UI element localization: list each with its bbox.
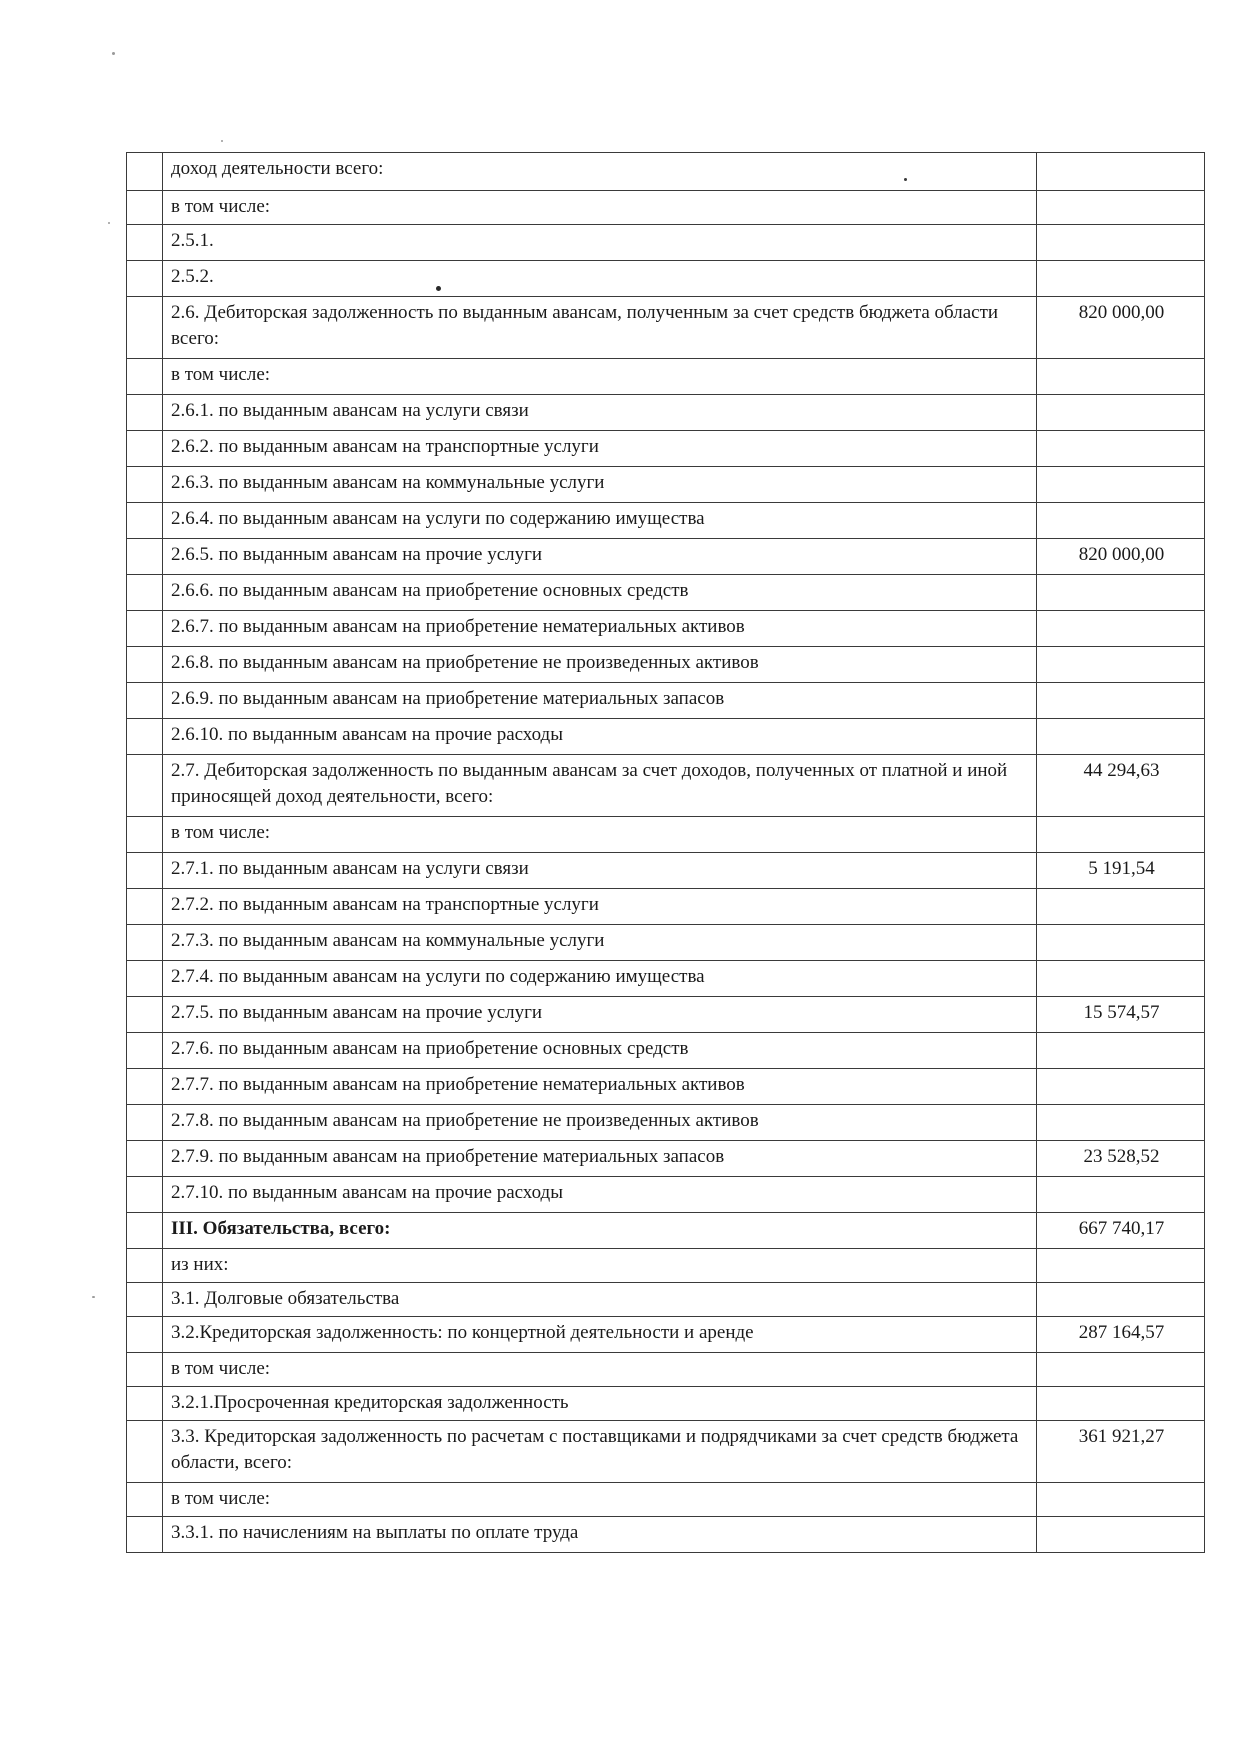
row-value-cell: 361 921,27	[1037, 1421, 1205, 1483]
row-number-cell	[127, 925, 163, 961]
row-number-cell	[127, 683, 163, 719]
table-row	[127, 503, 1205, 539]
row-value-cell	[1037, 683, 1205, 719]
row-number-cell	[127, 1483, 163, 1517]
table-row	[127, 1317, 1205, 1353]
table-row	[127, 1177, 1205, 1213]
row-value-cell	[1037, 925, 1205, 961]
row-number-cell	[127, 261, 163, 297]
row-value-cell	[1037, 395, 1205, 431]
row-label-cell: 3.3.1. по начислениям на выплаты по оплате труда	[163, 1517, 1037, 1553]
table-row	[127, 539, 1205, 575]
row-label-cell: 2.6. Дебиторская задолженность по выданным авансам, полученным за счет средств бюджета области всего:	[163, 297, 1037, 359]
row-number-cell	[127, 1283, 163, 1317]
row-number-cell	[127, 395, 163, 431]
row-number-cell	[127, 1105, 163, 1141]
table-row	[127, 1141, 1205, 1177]
row-number-cell	[127, 225, 163, 261]
table-row	[127, 1105, 1205, 1141]
row-label-cell: 3.2.Кредиторская задолженность: по концертной деятельности и аренде	[163, 1317, 1037, 1353]
row-label-cell: 2.7.7. по выданным авансам на приобретение нематериальных активов	[163, 1069, 1037, 1105]
row-label-cell: 2.6.1. по выданным авансам на услуги связи	[163, 395, 1037, 431]
row-value-cell	[1037, 153, 1205, 191]
table-row	[127, 817, 1205, 853]
table-row	[127, 647, 1205, 683]
table-row	[127, 1353, 1205, 1387]
table-row	[127, 889, 1205, 925]
row-label-cell: 2.7.4. по выданным авансам на услуги по содержанию имущества	[163, 961, 1037, 997]
row-value-cell	[1037, 225, 1205, 261]
row-value-cell: 5 191,54	[1037, 853, 1205, 889]
row-number-cell	[127, 719, 163, 755]
row-label-cell: 2.7.2. по выданным авансам на транспортные услуги	[163, 889, 1037, 925]
row-label-cell: 2.6.9. по выданным авансам на приобретение материальных запасов	[163, 683, 1037, 719]
table-row	[127, 225, 1205, 261]
row-value-cell	[1037, 647, 1205, 683]
row-label-cell: 2.7.3. по выданным авансам на коммунальные услуги	[163, 925, 1037, 961]
table-row	[127, 1387, 1205, 1421]
table-row	[127, 1069, 1205, 1105]
row-label-cell: 2.6.7. по выданным авансам на приобретение нематериальных активов	[163, 611, 1037, 647]
table-row	[127, 191, 1205, 225]
row-number-cell	[127, 1353, 163, 1387]
row-value-cell: 820 000,00	[1037, 539, 1205, 575]
row-value-cell	[1037, 889, 1205, 925]
table-row	[127, 997, 1205, 1033]
row-label-cell: 2.6.3. по выданным авансам на коммунальные услуги	[163, 467, 1037, 503]
table-row	[127, 1033, 1205, 1069]
row-value-cell: 23 528,52	[1037, 1141, 1205, 1177]
row-number-cell	[127, 889, 163, 925]
row-label-cell: 2.6.6. по выданным авансам на приобретение основных средств	[163, 575, 1037, 611]
table-body	[127, 153, 1205, 1553]
row-label-cell: 2.7.6. по выданным авансам на приобретение основных средств	[163, 1033, 1037, 1069]
row-value-cell	[1037, 1177, 1205, 1213]
row-number-cell	[127, 647, 163, 683]
table-row	[127, 925, 1205, 961]
row-value-cell	[1037, 1033, 1205, 1069]
row-value-cell	[1037, 1069, 1205, 1105]
row-value-cell	[1037, 191, 1205, 225]
row-number-cell	[127, 575, 163, 611]
row-label-cell: в том числе:	[163, 1353, 1037, 1387]
row-number-cell	[127, 191, 163, 225]
row-value-cell	[1037, 503, 1205, 539]
row-value-cell	[1037, 1387, 1205, 1421]
row-label-cell: доход деятельности всего:	[163, 153, 1037, 191]
table-row	[127, 961, 1205, 997]
row-value-cell	[1037, 1353, 1205, 1387]
row-label-cell: 2.7.1. по выданным авансам на услуги связи	[163, 853, 1037, 889]
table-row	[127, 1421, 1205, 1483]
table-row	[127, 359, 1205, 395]
table-row	[127, 153, 1205, 191]
table-row	[127, 431, 1205, 467]
row-label-cell: в том числе:	[163, 1483, 1037, 1517]
row-label-cell: в том числе:	[163, 359, 1037, 395]
financial-report-table	[126, 152, 1205, 1553]
row-label-cell: 2.5.2.	[163, 261, 1037, 297]
row-label-cell: 3.1. Долговые обязательства	[163, 1283, 1037, 1317]
row-label-cell: 2.7.9. по выданным авансам на приобретение материальных запасов	[163, 1141, 1037, 1177]
row-value-cell: 667 740,17	[1037, 1213, 1205, 1249]
row-label-cell: 3.3. Кредиторская задолженность по расчетам с поставщиками и подрядчиками за счет средств бюджета области, всего:	[163, 1421, 1037, 1483]
table-row	[127, 683, 1205, 719]
row-number-cell	[127, 1387, 163, 1421]
row-value-cell: 820 000,00	[1037, 297, 1205, 359]
table-row	[127, 611, 1205, 647]
row-value-cell	[1037, 467, 1205, 503]
row-number-cell	[127, 1141, 163, 1177]
row-number-cell	[127, 467, 163, 503]
row-value-cell	[1037, 1105, 1205, 1141]
table-row	[127, 1249, 1205, 1283]
row-value-cell	[1037, 961, 1205, 997]
row-label-cell: из них:	[163, 1249, 1037, 1283]
row-value-cell	[1037, 575, 1205, 611]
row-value-cell	[1037, 1517, 1205, 1553]
table-row	[127, 1213, 1205, 1249]
row-number-cell	[127, 1517, 163, 1553]
row-value-cell: 44 294,63	[1037, 755, 1205, 817]
table-row	[127, 853, 1205, 889]
row-number-cell	[127, 853, 163, 889]
row-value-cell	[1037, 359, 1205, 395]
row-value-cell	[1037, 817, 1205, 853]
row-label-cell: 2.6.5. по выданным авансам на прочие услуги	[163, 539, 1037, 575]
table-row	[127, 1517, 1205, 1553]
row-number-cell	[127, 297, 163, 359]
row-label-cell: 2.5.1.	[163, 225, 1037, 261]
row-number-cell	[127, 997, 163, 1033]
row-value-cell	[1037, 1283, 1205, 1317]
row-label-cell: в том числе:	[163, 817, 1037, 853]
row-value-cell: 15 574,57	[1037, 997, 1205, 1033]
row-label-cell: 2.6.10. по выданным авансам на прочие расходы	[163, 719, 1037, 755]
row-value-cell	[1037, 1483, 1205, 1517]
row-number-cell	[127, 503, 163, 539]
row-number-cell	[127, 817, 163, 853]
row-number-cell	[127, 539, 163, 575]
table-row	[127, 395, 1205, 431]
table-row	[127, 1483, 1205, 1517]
row-number-cell	[127, 961, 163, 997]
row-label-cell: 2.6.8. по выданным авансам на приобретение не произведенных активов	[163, 647, 1037, 683]
row-value-cell	[1037, 1249, 1205, 1283]
row-label-cell: 2.6.2. по выданным авансам на транспортные услуги	[163, 431, 1037, 467]
row-number-cell	[127, 1249, 163, 1283]
row-number-cell	[127, 431, 163, 467]
row-number-cell	[127, 611, 163, 647]
row-label-cell: 2.6.4. по выданным авансам на услуги по содержанию имущества	[163, 503, 1037, 539]
row-number-cell	[127, 755, 163, 817]
row-label-cell: в том числе:	[163, 191, 1037, 225]
row-value-cell	[1037, 719, 1205, 755]
row-number-cell	[127, 1213, 163, 1249]
row-number-cell	[127, 1033, 163, 1069]
table-row	[127, 1283, 1205, 1317]
report-table-wrapper	[126, 152, 1204, 1553]
row-label-cell: III. Обязательства, всего:	[163, 1213, 1037, 1249]
row-value-cell	[1037, 431, 1205, 467]
row-value-cell	[1037, 261, 1205, 297]
table-row	[127, 467, 1205, 503]
row-number-cell	[127, 1317, 163, 1353]
row-label-cell: 2.7.5. по выданным авансам на прочие услуги	[163, 997, 1037, 1033]
table-row	[127, 297, 1205, 359]
row-label-cell: 2.7. Дебиторская задолженность по выданным авансам за счет доходов, полученных от платной и иной приносящей доход деятельности, всего:	[163, 755, 1037, 817]
row-value-cell: 287 164,57	[1037, 1317, 1205, 1353]
row-number-cell	[127, 1421, 163, 1483]
row-label-cell: 3.2.1.Просроченная кредиторская задолженность	[163, 1387, 1037, 1421]
row-value-cell	[1037, 611, 1205, 647]
row-number-cell	[127, 153, 163, 191]
table-row	[127, 575, 1205, 611]
row-number-cell	[127, 359, 163, 395]
row-label-cell: 2.7.10. по выданным авансам на прочие расходы	[163, 1177, 1037, 1213]
table-row	[127, 261, 1205, 297]
table-row	[127, 719, 1205, 755]
row-label-cell: 2.7.8. по выданным авансам на приобретение не произведенных активов	[163, 1105, 1037, 1141]
row-number-cell	[127, 1069, 163, 1105]
table-row	[127, 755, 1205, 817]
row-number-cell	[127, 1177, 163, 1213]
